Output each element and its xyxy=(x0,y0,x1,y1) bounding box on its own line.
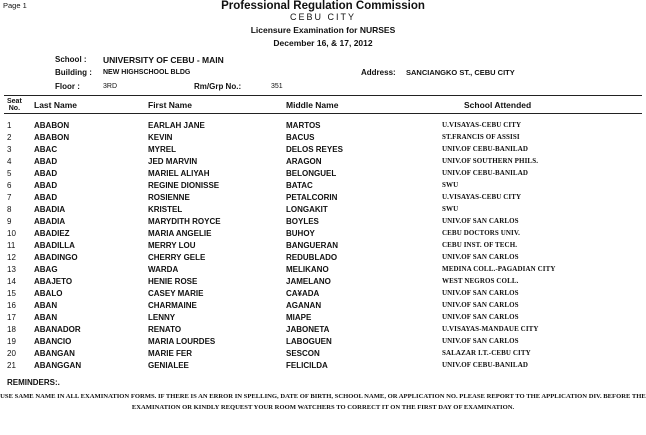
table-row xyxy=(0,265,646,277)
first-name: CASEY MARIE xyxy=(148,289,204,298)
room-label: Rm/Grp No.: xyxy=(194,82,242,91)
building-label: Building : xyxy=(55,68,92,77)
middle-name: MIAPE xyxy=(286,313,312,322)
middle-name: BATAC xyxy=(286,181,313,190)
table-row xyxy=(0,121,646,133)
first-name: MARIA LOURDES xyxy=(148,337,216,346)
header-top-rule xyxy=(4,95,642,96)
school-attended: UNIV.OF SAN CARLOS xyxy=(442,337,519,345)
first-name: EARLAH JANE xyxy=(148,121,205,130)
seat-header-line2: No. xyxy=(8,105,21,112)
first-name: KEVIN xyxy=(148,133,173,142)
seat-number: 3 xyxy=(7,145,12,154)
table-row xyxy=(0,337,646,349)
table-row xyxy=(0,145,646,157)
seat-number: 11 xyxy=(7,241,16,250)
last-name: ABANGAN xyxy=(34,349,75,358)
school-label: School : xyxy=(55,55,87,64)
seat-number: 10 xyxy=(7,229,16,238)
first-name: CHERRY GELE xyxy=(148,253,206,262)
school-attended: UNIV.OF SOUTHERN PHILS. xyxy=(442,157,539,165)
school-attended: U.VISAYAS-CEBU CITY xyxy=(442,193,522,201)
first-name: RENATO xyxy=(148,325,182,334)
seat-number: 13 xyxy=(7,265,16,274)
seat-number: 4 xyxy=(7,157,12,166)
first-name: HENIE ROSE xyxy=(148,277,198,286)
seat-number: 12 xyxy=(7,253,16,262)
last-name: ABABON xyxy=(34,133,70,142)
middle-name: FELICILDA xyxy=(286,361,328,370)
table-row xyxy=(0,205,646,217)
school-attended: CEBU DOCTORS UNIV. xyxy=(442,229,520,237)
seat-number: 17 xyxy=(7,313,16,322)
table-row xyxy=(0,301,646,313)
middle-name: PETALCORIN xyxy=(286,193,338,202)
middle-name: MELIKANO xyxy=(286,265,329,274)
middle-name-header: Middle Name xyxy=(286,100,339,110)
seat-number: 9 xyxy=(7,217,12,226)
last-name: ABADIA xyxy=(34,217,66,226)
last-name: ABADILLA xyxy=(34,241,75,250)
school-attended: WEST NEGROS COLL. xyxy=(442,277,519,285)
middle-name: BANGUERAN xyxy=(286,241,338,250)
school-attended: UNIV.OF SAN CARLOS xyxy=(442,289,519,297)
seat-number: 20 xyxy=(7,349,16,358)
table-row xyxy=(0,361,646,373)
seat-number: 7 xyxy=(7,193,12,202)
last-name: ABAN xyxy=(34,313,58,322)
first-name: JED MARVIN xyxy=(148,157,198,166)
seat-number: 21 xyxy=(7,361,16,370)
middle-name: DELOS REYES xyxy=(286,145,343,154)
last-name-header: Last Name xyxy=(34,100,77,110)
first-name: MYREL xyxy=(148,145,176,154)
middle-name: ARAGON xyxy=(286,157,322,166)
seat-number: 14 xyxy=(7,277,16,286)
last-name: ABANADOR xyxy=(34,325,81,334)
last-name: ABAD xyxy=(34,157,58,166)
middle-name: CA¥ADA xyxy=(286,289,320,298)
middle-name: REDUBLADO xyxy=(286,253,338,262)
city-title: CEBU CITY xyxy=(289,12,356,22)
table-row xyxy=(0,253,646,265)
table-row xyxy=(0,181,646,193)
school-attended: U.VISAYAS-MANDAUE CITY xyxy=(442,325,539,333)
first-name: GENIALEE xyxy=(148,361,189,370)
first-name: WARDA xyxy=(148,265,179,274)
first-name: MARIA ANGELIE xyxy=(148,229,212,238)
seat-number: 19 xyxy=(7,337,16,346)
table-row xyxy=(0,349,646,361)
first-name: MERRY LOU xyxy=(148,241,196,250)
school-attended: UNIV.OF SAN CARLOS xyxy=(442,253,519,261)
middle-name: JABONETA xyxy=(286,325,330,334)
building-value: NEW HIGHSCHOOL BLDG xyxy=(103,69,191,76)
last-name: ABAJETO xyxy=(34,277,73,286)
first-name: LENNY xyxy=(148,313,176,322)
middle-name: AGANAN xyxy=(286,301,322,310)
table-row xyxy=(0,313,646,325)
first-name-header: First Name xyxy=(148,100,192,110)
middle-name: BACUS xyxy=(286,133,315,142)
table-row xyxy=(0,133,646,145)
school-attended-header: School Attended xyxy=(464,100,532,110)
last-name: ABAD xyxy=(34,169,58,178)
room-value: 351 xyxy=(271,83,283,90)
middle-name: BELONGUEL xyxy=(286,169,337,178)
seat-number: 16 xyxy=(7,301,16,310)
school-attended: U.VISAYAS-CEBU CITY xyxy=(442,121,522,129)
middle-name: BUHOY xyxy=(286,229,315,238)
school-attended: ST.FRANCIS OF ASSISI xyxy=(442,133,520,141)
first-name: MARIE FER xyxy=(148,349,192,358)
middle-name: BOYLES xyxy=(286,217,319,226)
school-attended: UNIV.OF SAN CARLOS xyxy=(442,217,519,225)
last-name: ABABON xyxy=(34,121,70,130)
address-value: SANCIANGKO ST., CEBU CITY xyxy=(406,68,515,77)
seat-number: 5 xyxy=(7,169,12,178)
table-row xyxy=(0,325,646,337)
seat-no-header xyxy=(7,98,22,112)
seat-number: 18 xyxy=(7,325,16,334)
last-name: ABAN xyxy=(34,301,58,310)
reminders-title: REMINDERS:. xyxy=(7,378,60,387)
seat-number: 8 xyxy=(7,205,12,214)
organization-title: Professional Regulation Commission xyxy=(221,0,425,12)
last-name: ABADIA xyxy=(34,205,66,214)
first-name: CHARMAINE xyxy=(148,301,197,310)
table-row xyxy=(0,157,646,169)
floor-value: 3RD xyxy=(103,83,118,90)
last-name: ABALO xyxy=(34,289,63,298)
last-name: ABANCIO xyxy=(34,337,72,346)
first-name: KRISTEL xyxy=(148,205,183,214)
middle-name: JAMELANO xyxy=(286,277,331,286)
seat-number: 1 xyxy=(7,121,12,130)
table-row xyxy=(0,229,646,241)
seat-header-line1: Seat xyxy=(7,98,22,105)
last-name: ABAD xyxy=(34,181,58,190)
last-name: ABANGGAN xyxy=(34,361,82,370)
school-attended: UNIV.OF SAN CARLOS xyxy=(442,313,519,321)
address-label: Address: xyxy=(361,68,396,77)
exam-dates: December 16, & 17, 2012 xyxy=(273,38,373,48)
last-name: ABADIEZ xyxy=(34,229,70,238)
last-name: ABAG xyxy=(34,265,58,274)
header-bottom-rule xyxy=(4,113,642,114)
table-row xyxy=(0,193,646,205)
middle-name: LONGAKIT xyxy=(286,205,328,214)
examinee-list xyxy=(0,121,646,373)
school-value: UNIVERSITY OF CEBU - MAIN xyxy=(103,55,224,65)
table-row xyxy=(0,217,646,229)
last-name: ABAC xyxy=(34,145,58,154)
table-row xyxy=(0,241,646,253)
school-attended: SWU xyxy=(442,181,459,189)
first-name: REGINE DIONISSE xyxy=(148,181,220,190)
middle-name: MARTOS xyxy=(286,121,321,130)
school-attended: UNIV.OF CEBU-BANILAD xyxy=(442,361,529,369)
seat-number: 6 xyxy=(7,181,12,190)
page-number: Page 1 xyxy=(3,1,27,10)
seat-number: 15 xyxy=(7,289,16,298)
exam-title: Licensure Examination for NURSES xyxy=(250,25,396,35)
last-name: ABADINGO xyxy=(34,253,78,262)
table-row xyxy=(0,277,646,289)
reminders-text: USE SAME NAME IN ALL EXAMINATION FORMS. IF THERE IS AN ERROR IN SPELLING, DATE OF BIRTH, SCHOOL NAME, OR APPLICATION NO. PLEASE REPORT TO THE APPLICATION DIV. BEFORE THE EXAMINATION OR KINDLY REQUEST YOUR ROOM WATCHERS TO CORRECT IT ON THE FIRST DAY OF EXAMINATION. xyxy=(0,393,646,411)
floor-label: Floor : xyxy=(55,82,80,91)
first-name: MARYDITH ROYCE xyxy=(148,217,221,226)
school-attended: SALAZAR I.T.-CEBU CITY xyxy=(442,349,531,357)
first-name: ROSIENNE xyxy=(148,193,190,202)
school-attended: UNIV.OF CEBU-BANILAD xyxy=(442,169,529,177)
school-attended: UNIV.OF SAN CARLOS xyxy=(442,301,519,309)
middle-name: LABOGUEN xyxy=(286,337,332,346)
school-attended: SWU xyxy=(442,205,459,213)
school-attended: UNIV.OF CEBU-BANILAD xyxy=(442,145,529,153)
first-name: MARIEL ALIYAH xyxy=(148,169,210,178)
table-row xyxy=(0,169,646,181)
middle-name: SESCON xyxy=(286,349,320,358)
last-name: ABAD xyxy=(34,193,58,202)
seat-number: 2 xyxy=(7,133,12,142)
school-attended: CEBU INST. OF TECH. xyxy=(442,241,518,249)
table-row xyxy=(0,289,646,301)
school-attended: MEDINA COLL.-PAGADIAN CITY xyxy=(442,265,556,273)
